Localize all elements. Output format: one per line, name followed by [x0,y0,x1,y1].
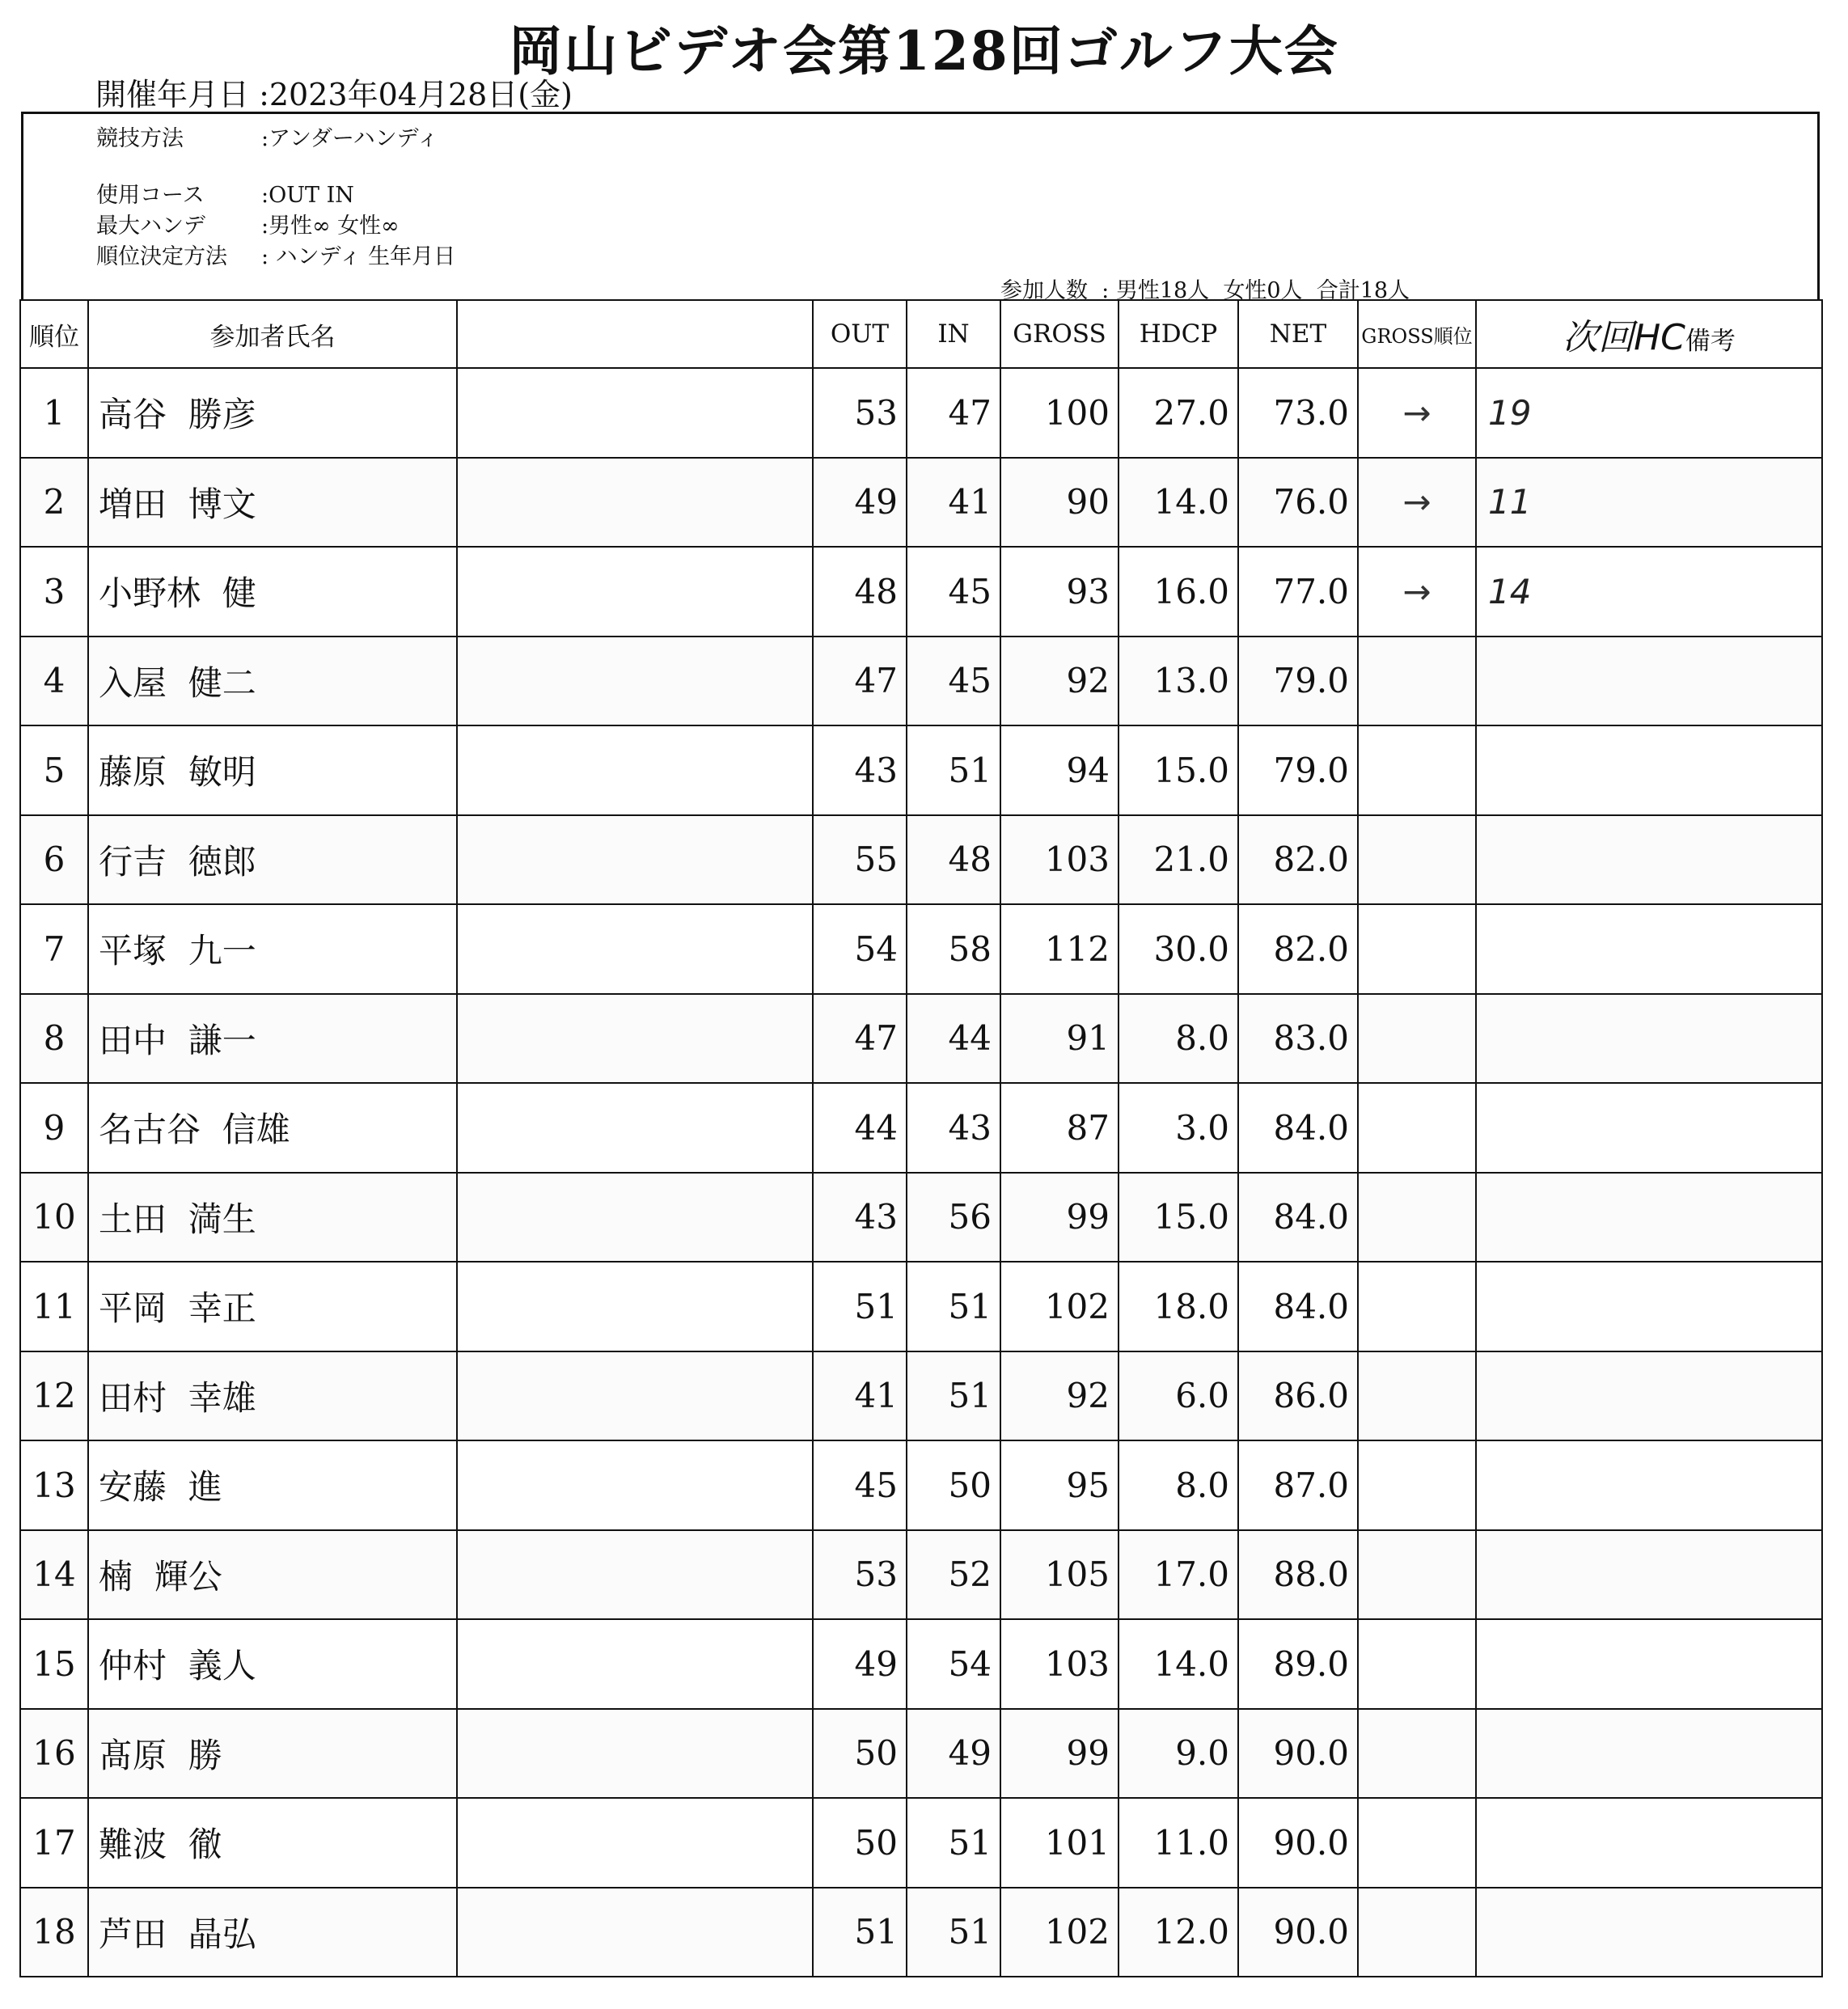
out-cell: 43 [813,1173,907,1262]
net-cell: 76.0 [1238,458,1358,548]
gross-rank-cell [1358,904,1476,994]
name-cell: 名古谷 信雄 [88,1083,457,1173]
next-hc-cell [1476,904,1822,994]
next-hc-cell [1476,1798,1822,1888]
gross-rank-cell [1358,1888,1476,1977]
in-cell: 51 [907,1888,1000,1977]
out-cell: 47 [813,994,907,1084]
table-row [20,368,1822,458]
name-cell: 芦田 晶弘 [88,1888,457,1977]
blank-cell [457,1440,813,1530]
rank-cell: 9 [20,1083,88,1173]
header-next-hc: 次回HC [1563,317,1685,358]
rank-cell: 18 [20,1888,88,1977]
out-cell: 55 [813,815,907,905]
next-hc-cell [1476,1351,1822,1441]
net-cell: 84.0 [1238,1083,1358,1173]
in-cell: 51 [907,725,1000,815]
in-cell: 45 [907,547,1000,637]
hdcp-cell: 8.0 [1119,994,1238,1084]
out-cell: 47 [813,637,907,726]
rank-cell: 4 [20,637,88,726]
rank-cell: 14 [20,1530,88,1620]
table-row [20,1262,1822,1351]
gross-rank-cell [1358,1083,1476,1173]
gross-cell: 91 [1000,994,1119,1084]
hdcp-cell: 13.0 [1119,637,1238,726]
blank-cell [457,1619,813,1709]
table-row [20,1619,1822,1709]
next-hc-cell [1476,725,1822,815]
gross-rank-cell: → [1358,547,1476,637]
name-cell: 平岡 幸正 [88,1262,457,1351]
hdcp-cell: 30.0 [1119,904,1238,994]
gross-rank-cell [1358,1530,1476,1620]
gross-rank-cell: → [1358,458,1476,548]
net-cell: 90.0 [1238,1709,1358,1799]
in-cell: 51 [907,1798,1000,1888]
out-cell: 49 [813,458,907,548]
rank-cell: 5 [20,725,88,815]
blank-cell [457,1888,813,1977]
header-next-hc-notes [1476,300,1822,368]
rank-cell: 8 [20,994,88,1084]
next-hc-cell: 14 [1476,547,1822,637]
out-cell: 53 [813,1530,907,1620]
gross-rank-cell [1358,637,1476,726]
blank-cell [457,994,813,1084]
name-cell: 行吉 徳郎 [88,815,457,905]
net-cell: 90.0 [1238,1798,1358,1888]
info-ranking-method: 順位決定方法 : ハンディ 生年月日 [96,244,456,269]
table-row [20,725,1822,815]
gross-rank-cell [1358,1709,1476,1799]
header-rank: 順位 [20,300,88,368]
blank-cell [457,1798,813,1888]
gross-cell: 93 [1000,547,1119,637]
in-cell: 54 [907,1619,1000,1709]
gross-rank-cell [1358,815,1476,905]
in-cell: 44 [907,994,1000,1084]
hdcp-cell: 14.0 [1119,1619,1238,1709]
gross-cell: 87 [1000,1083,1119,1173]
name-cell: 髙原 勝 [88,1709,457,1799]
in-cell: 48 [907,815,1000,905]
header-gross: GROSS [1000,300,1119,368]
next-hc-cell: 19 [1476,368,1822,458]
gross-cell: 102 [1000,1888,1119,1977]
rank-cell: 1 [20,368,88,458]
gross-rank-cell [1358,1440,1476,1530]
in-cell: 58 [907,904,1000,994]
next-hc-cell [1476,1888,1822,1977]
name-cell: 楠 輝公 [88,1530,457,1620]
table-row [20,1173,1822,1262]
rank-cell: 12 [20,1351,88,1441]
net-cell: 73.0 [1238,368,1358,458]
gross-rank-cell [1358,725,1476,815]
hdcp-cell: 9.0 [1119,1709,1238,1799]
gross-cell: 99 [1000,1709,1119,1799]
gross-rank-cell [1358,1798,1476,1888]
name-cell: 難波 徹 [88,1798,457,1888]
name-cell: 田村 幸雄 [88,1351,457,1441]
in-cell: 47 [907,368,1000,458]
table-row [20,1351,1822,1441]
rank-cell: 7 [20,904,88,994]
hdcp-cell: 27.0 [1119,368,1238,458]
net-cell: 82.0 [1238,815,1358,905]
table-row [20,1530,1822,1620]
out-cell: 53 [813,368,907,458]
in-cell: 56 [907,1173,1000,1262]
in-cell: 41 [907,458,1000,548]
gross-rank-cell [1358,1351,1476,1441]
next-hc-cell [1476,1530,1822,1620]
name-cell: 高谷 勝彦 [88,368,457,458]
in-cell: 50 [907,1440,1000,1530]
hdcp-cell: 6.0 [1119,1351,1238,1441]
name-cell: 藤原 敏明 [88,725,457,815]
gross-rank-cell [1358,994,1476,1084]
table-row [20,1083,1822,1173]
gross-cell: 94 [1000,725,1119,815]
hdcp-cell: 11.0 [1119,1798,1238,1888]
gross-rank-cell [1358,1262,1476,1351]
net-cell: 83.0 [1238,994,1358,1084]
net-cell: 90.0 [1238,1888,1358,1977]
header-gross-rank: GROSS順位 [1358,300,1476,368]
net-cell: 86.0 [1238,1351,1358,1441]
gross-rank-cell: → [1358,368,1476,458]
rank-cell: 10 [20,1173,88,1262]
hdcp-cell: 21.0 [1119,815,1238,905]
net-cell: 82.0 [1238,904,1358,994]
blank-cell [457,1709,813,1799]
gross-cell: 90 [1000,458,1119,548]
blank-cell [457,904,813,994]
in-cell: 49 [907,1709,1000,1799]
name-cell: 入屋 健二 [88,637,457,726]
next-hc-cell [1476,815,1822,905]
info-course: 使用コース :OUT IN [96,183,354,208]
header-in: IN [907,300,1000,368]
blank-cell [457,1262,813,1351]
hdcp-cell: 3.0 [1119,1083,1238,1173]
in-cell: 51 [907,1351,1000,1441]
name-cell: 仲村 義人 [88,1619,457,1709]
gross-cell: 99 [1000,1173,1119,1262]
net-cell: 89.0 [1238,1619,1358,1709]
out-cell: 48 [813,547,907,637]
in-cell: 45 [907,637,1000,726]
header-notes: 備考 [1685,327,1736,356]
rank-cell: 6 [20,815,88,905]
out-cell: 44 [813,1083,907,1173]
gross-cell: 103 [1000,815,1119,905]
name-cell: 安藤 進 [88,1440,457,1530]
header-blank [457,300,813,368]
name-cell: 平塚 九一 [88,904,457,994]
gross-cell: 101 [1000,1798,1119,1888]
document-title: 岡山ビデオ会第128回ゴルフ大会 [509,19,1339,82]
blank-cell [457,815,813,905]
name-cell: 土田 満生 [88,1173,457,1262]
gross-rank-cell [1358,1619,1476,1709]
net-cell: 88.0 [1238,1530,1358,1620]
net-cell: 84.0 [1238,1262,1358,1351]
net-cell: 79.0 [1238,637,1358,726]
gross-cell: 100 [1000,368,1119,458]
table-row [20,458,1822,548]
name-cell: 田中 謙一 [88,994,457,1084]
out-cell: 50 [813,1798,907,1888]
out-cell: 51 [813,1262,907,1351]
event-date: 開催年月日 :2023年04月28日(金) [95,77,573,112]
hdcp-cell: 12.0 [1119,1888,1238,1977]
rank-cell: 15 [20,1619,88,1709]
hdcp-cell: 16.0 [1119,547,1238,637]
table-header-row [20,300,1822,368]
table-row [20,1888,1822,1977]
out-cell: 41 [813,1351,907,1441]
next-hc-cell [1476,1262,1822,1351]
next-hc-cell [1476,637,1822,726]
in-cell: 51 [907,1262,1000,1351]
gross-cell: 103 [1000,1619,1119,1709]
hdcp-cell: 17.0 [1119,1530,1238,1620]
out-cell: 43 [813,725,907,815]
gross-cell: 95 [1000,1440,1119,1530]
net-cell: 87.0 [1238,1440,1358,1530]
table-row [20,815,1822,905]
in-cell: 52 [907,1530,1000,1620]
rank-cell: 13 [20,1440,88,1530]
gross-cell: 92 [1000,637,1119,726]
net-cell: 77.0 [1238,547,1358,637]
rank-cell: 17 [20,1798,88,1888]
rank-cell: 3 [20,547,88,637]
blank-cell [457,1173,813,1262]
hdcp-cell: 15.0 [1119,1173,1238,1262]
next-hc-cell [1476,1709,1822,1799]
results-table [19,299,1823,1977]
out-cell: 50 [813,1709,907,1799]
next-hc-cell [1476,994,1822,1084]
gross-rank-cell [1358,1173,1476,1262]
blank-cell [457,725,813,815]
header-name: 参加者氏名 [88,300,457,368]
gross-cell: 92 [1000,1351,1119,1441]
blank-cell [457,1530,813,1620]
table-row [20,904,1822,994]
next-hc-cell [1476,1083,1822,1173]
out-cell: 54 [813,904,907,994]
name-cell: 小野林 健 [88,547,457,637]
hdcp-cell: 14.0 [1119,458,1238,548]
rank-cell: 2 [20,458,88,548]
next-hc-cell [1476,1173,1822,1262]
in-cell: 43 [907,1083,1000,1173]
gross-cell: 105 [1000,1530,1119,1620]
table-row [20,994,1822,1084]
blank-cell [457,458,813,548]
hdcp-cell: 15.0 [1119,725,1238,815]
table-row [20,1440,1822,1530]
gross-cell: 102 [1000,1262,1119,1351]
out-cell: 51 [813,1888,907,1977]
table-row [20,547,1822,637]
competition-info-box [21,112,1820,303]
table-row [20,1709,1822,1799]
blank-cell [457,1351,813,1441]
net-cell: 79.0 [1238,725,1358,815]
gross-cell: 112 [1000,904,1119,994]
info-max-handicap: 最大ハンデ :男性∞ 女性∞ [96,214,400,239]
hdcp-cell: 8.0 [1119,1440,1238,1530]
out-cell: 45 [813,1440,907,1530]
header-hdcp: HDCP [1119,300,1238,368]
blank-cell [457,637,813,726]
out-cell: 49 [813,1619,907,1709]
table-row [20,1798,1822,1888]
participant-count: 参加人数 : 男性18人 女性0人 合計18人 [1000,278,1410,303]
info-competition-method: 競技方法 :アンダーハンディ [96,126,439,151]
hdcp-cell: 18.0 [1119,1262,1238,1351]
next-hc-cell [1476,1440,1822,1530]
blank-cell [457,1083,813,1173]
net-cell: 84.0 [1238,1173,1358,1262]
header-out: OUT [813,300,907,368]
name-cell: 増田 博文 [88,458,457,548]
rank-cell: 16 [20,1709,88,1799]
next-hc-cell: 11 [1476,458,1822,548]
table-row [20,637,1822,726]
blank-cell [457,547,813,637]
header-net: NET [1238,300,1358,368]
rank-cell: 11 [20,1262,88,1351]
next-hc-cell [1476,1619,1822,1709]
blank-cell [457,368,813,458]
